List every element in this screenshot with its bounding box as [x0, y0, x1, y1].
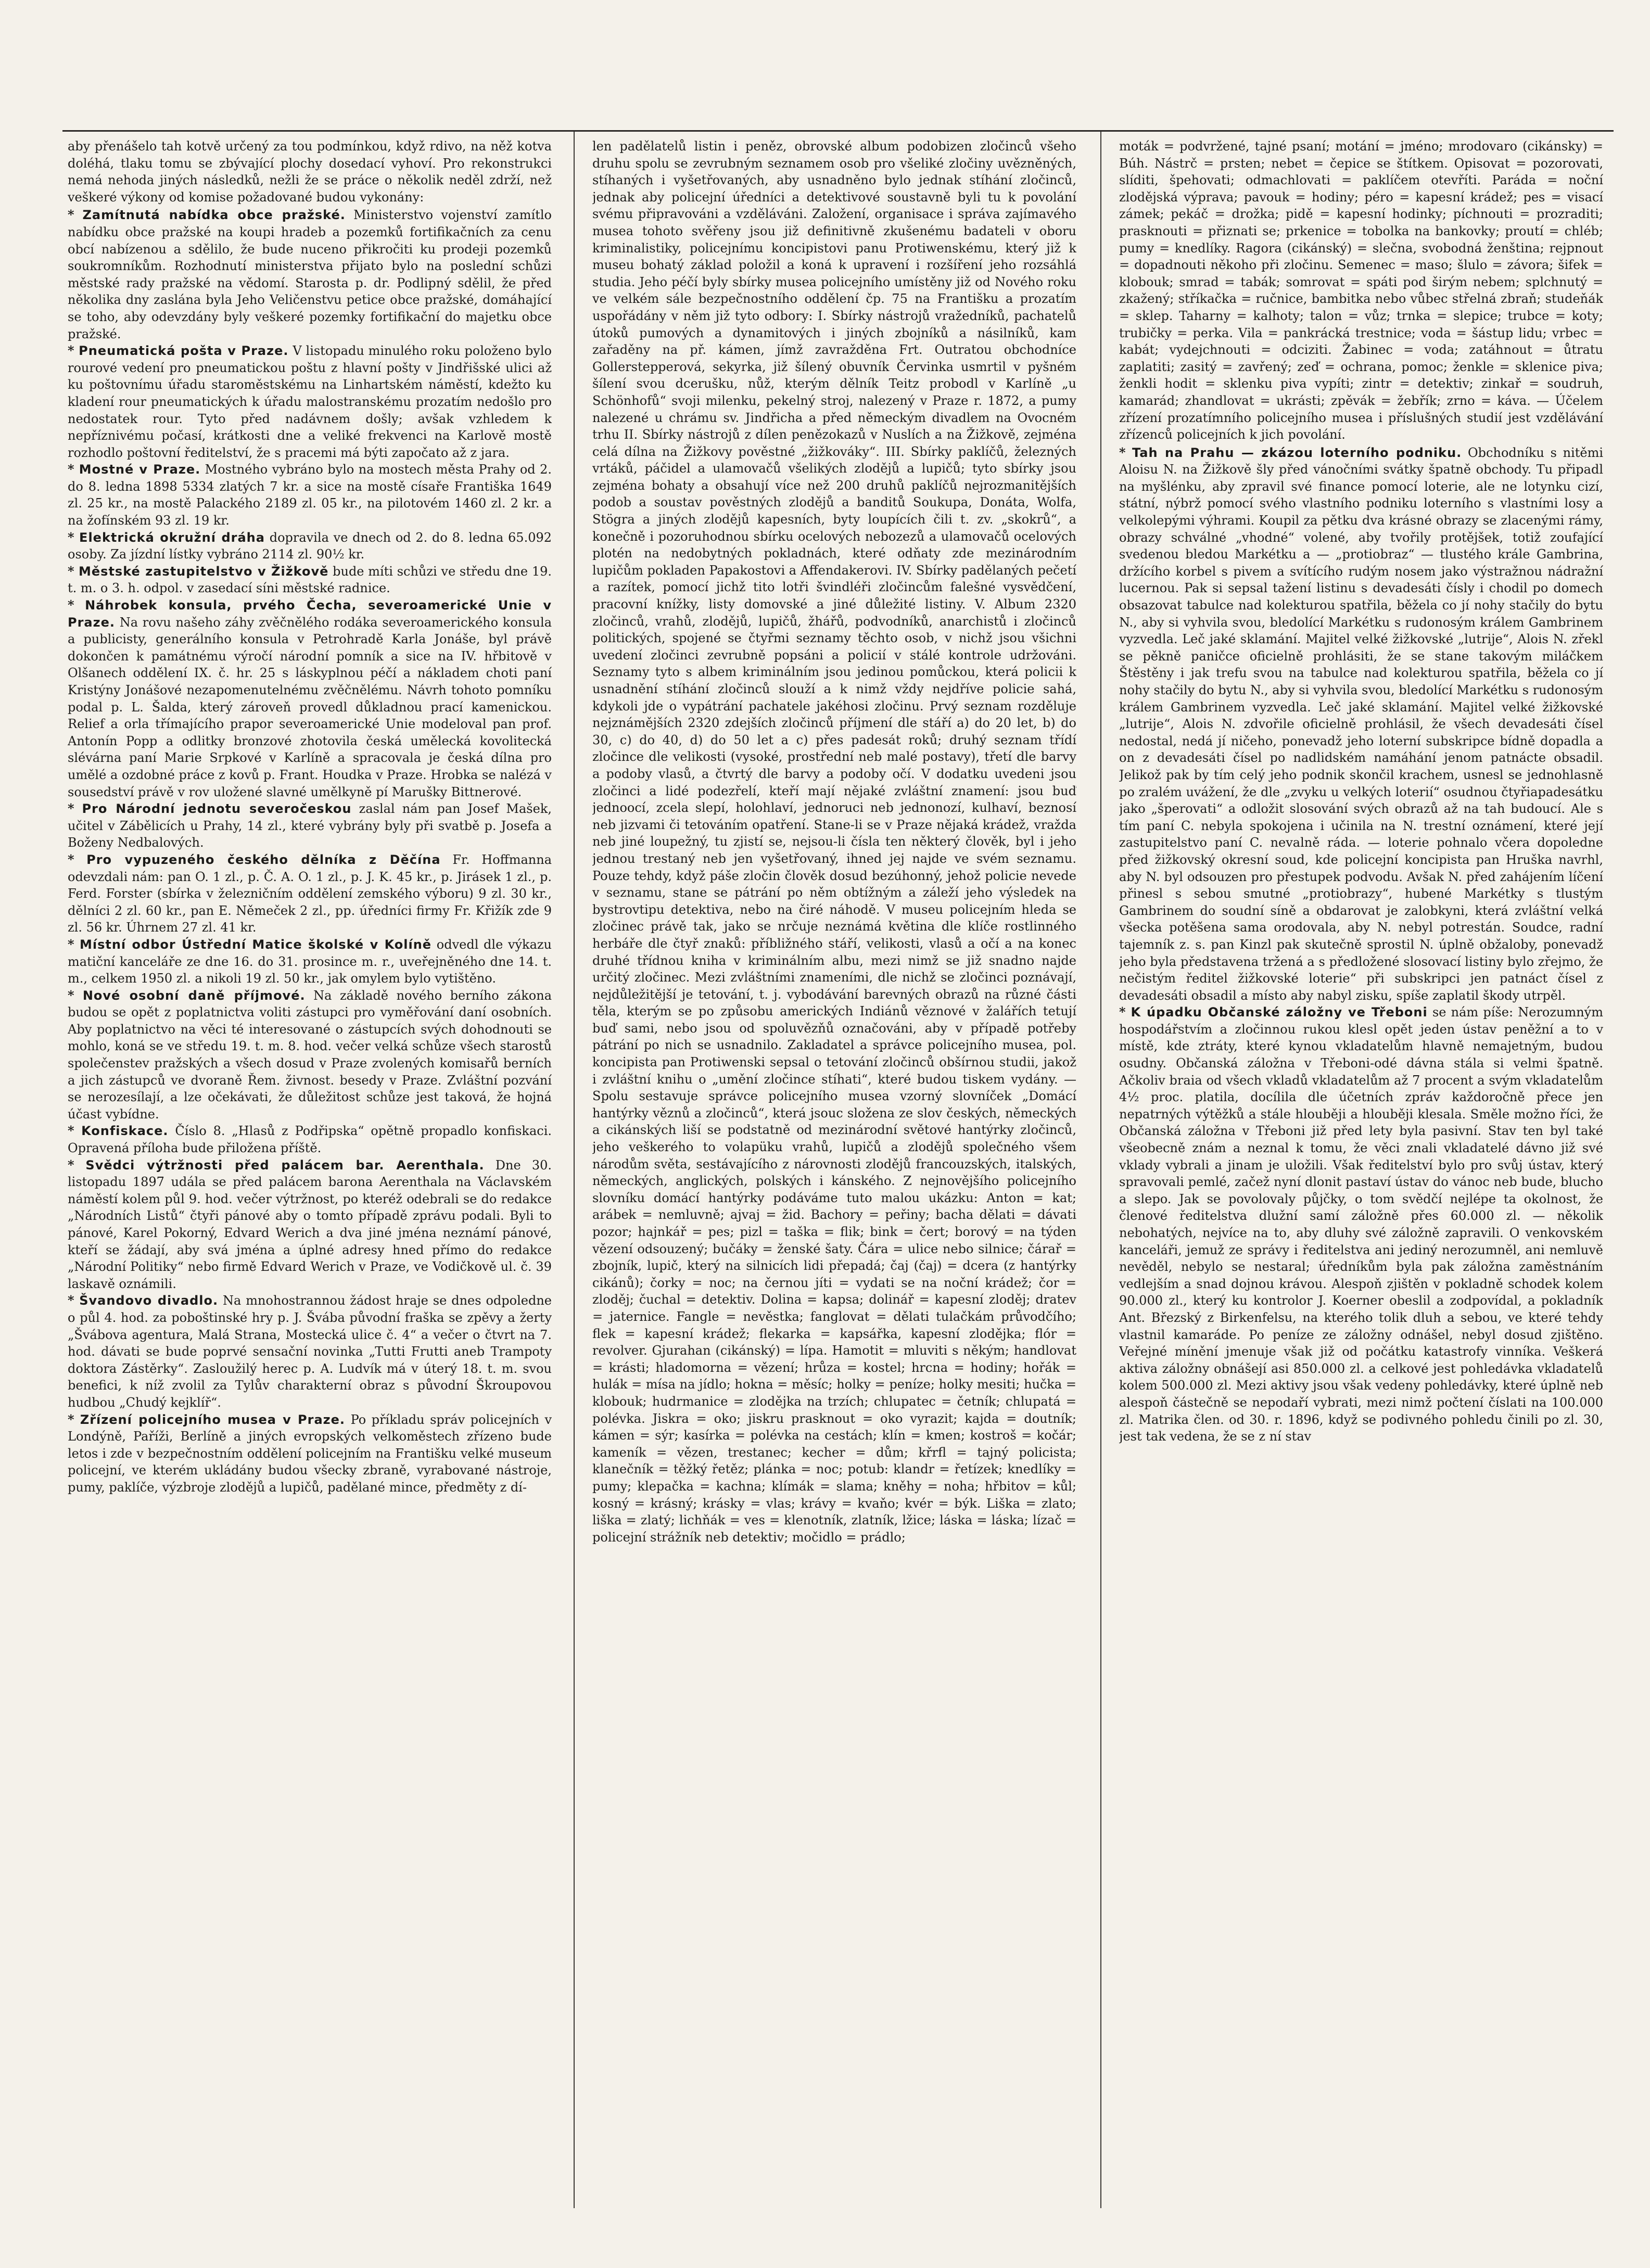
- item-text: V listopadu minulého roku položeno bylo rourové vedení pro pneumatickou poštu z hlavní pošty v Jindřišské ulici až ku poštovnímu úřadu staroměstskému na Linhartském náměstí, kdežto ku kladení rour pneumatických k úřadu malostranskému prozatím nedošlo pro nedostatek rour. Tyto před nadávnem došly; avšak vzhledem k nepříznivému počasí, krátkosti dne a veliké frekvenci na Karlově mostě rozhodlo poštovní ředitelství, že s pracemi má býti započato až z jara.: [68, 343, 552, 460]
- news-item: [68, 1292, 552, 1411]
- item-heading: Pro vypuzeného českého dělníka z Děčína: [86, 852, 441, 867]
- news-item: [68, 936, 552, 987]
- column-rule: [574, 132, 575, 2208]
- item-marker: *: [68, 462, 79, 477]
- news-item: [68, 800, 552, 851]
- news-item: [68, 1157, 552, 1293]
- entry-list: [68, 207, 552, 1496]
- item-text: Na mnohostrannou žádost hraje se dnes odpoledne o půl 4. hod. za poboštinské hry p. J. Švába původní fraška se zpěvy a žerty „Švábova agentura, Malá Strana, Mostecká ulice č. 4“ a večer o čtvrt na 7. hod. dávati se bude poprvé sensační novinka „Tutti Frutti aneb Trampoty doktora Zástěrky“. Zasloužilý herec p. A. Ludvík má v úterý 18. t. m. svou benefici, k níž zvolil za Tylův charakterní obraz s původní Škroupovou hudbou „Chudý kejklíř“.: [68, 1293, 552, 1410]
- item-marker: *: [68, 1123, 82, 1139]
- item-heading: Městské zastupitelstvo v Žižkově: [79, 564, 329, 579]
- entry-list: [1119, 444, 1603, 1445]
- continued-text: moták = podvržené, tajné psaní; motání = jméno; mrodovaro (cikánsky) = Búh. Nástrč = prsten; nebet = čepice se štítkem. Opisovat = pozorovati, slíditi, špehovati; odmachlovati = paklíčem otevříti. Paráda = noční zlodějská výprava; pavouk = hodiny; péro = kapesní krádež; pes = visací zámek; pekáč = drožka; pidě = kapesní hodinky; píchnouti = prozraditi; prasknouti = přiznati se; prkenice = tobolka na bankovky; proutí = chléb; pumy = knedlíky. Ragora (cikánský) = slečna, svobodná ženština; rejpnout = dopadnouti někoho při zločinu. Semenec = maso; šlulo = závora; šifek = klobouk; smrad = tabák; somrovat = spáti pod širým nebem; splchnutý = zkažený; stříkačka = ručnice, bambitka nebo vůbec střelná zbraň; studeňák = sklep. Taharny = kalhoty; talon = vůz; trnka = slepice; trubce = koty; trubičky = perka. Vila = pankrácká trestnice; voda = šástup lidu; vrbec = kabát; vydejchnouti = odciziti. Žabinec = voda; zatáhnout = ůtratu zaplatiti; zasitý = zavřený; zeď = ochrana, pomoc; ženkle = sklenice piva; ženkli hodit = sklenku piva vypíti; zintr = detektiv; zinkař = soudruh, kamarád; zhandlovat = ukrásti; zpěvák = žebřík; zrno = káva. — Účelem zřízení prozatímního policejního musea i příslušných studií jest vzdělávání zřízenců policejních k jich povolání.: [1119, 139, 1603, 442]
- news-item: [68, 987, 552, 1123]
- item-heading: Elektrická okružní dráha: [79, 530, 265, 545]
- column-1: [68, 138, 552, 2208]
- item-marker: *: [68, 987, 83, 1003]
- item-text: Dne 30. listopadu 1897 udála se před palácem barona Aerenthala na Václavském náměstí kolem půl 9. hod. večer výtržnost, po kteréž odebrali se do redakce „Národních Listů“ čtyři pánové aby o tomto případě zprávu podali. Byli to pánové, Karel Pokorný, Edvard Werich a dva jiné jména neznámí pánové, kteří se žádají, aby svá jména a úplné adresy hned přímo do redakce „Národní Politiky“ nebo firmě Edvard Werich v Praze, ve Vodičkově ul. č. 39 laskavě oznámili.: [68, 1157, 552, 1291]
- item-marker: *: [68, 597, 85, 613]
- item-heading: Zřízení policejního musea v Praze.: [80, 1412, 346, 1427]
- column-2: [592, 138, 1076, 2208]
- news-item: [1119, 1004, 1603, 1445]
- item-heading: Švandovo divadlo.: [79, 1293, 219, 1308]
- item-heading: K úpadku Občanské záložny ve Třeboni: [1131, 1005, 1428, 1020]
- item-marker: *: [68, 936, 80, 952]
- column-3: [1119, 138, 1603, 2208]
- item-text: dopravila ve dnech od 2. do 8. ledna 65.092 osoby. Za jízdní lístky vybráno 2114 zl. 90½ kr.: [68, 530, 552, 562]
- item-text: Po příkladu správ policejních v Londýně, Paříži, Berlíně a jiných evropských velkoměstech zřízeno bude letos i zde v bezpečnostním oddělení policejním na Františku velké museum policejní, ve kterém ukládány budou všecky zbraně, vyrabované nástroje, pumy, paklíče, výzbroje zlodějů a lupičů, padělané mince, předměty z dí-: [68, 1412, 552, 1495]
- column-rule: [1100, 132, 1101, 2208]
- item-marker: *: [68, 563, 79, 579]
- item-heading: Mostné v Praze.: [79, 462, 201, 477]
- item-text: odvedl dle výkazu matiční kanceláře ze dne 16. do 31. prosince m. r., uveřejněného dne 14. t. m., celkem 1950 zl. a nikoli 19 zl. 50 kr., jak omylem bylo vytištěno.: [68, 937, 552, 986]
- item-marker: *: [68, 1293, 80, 1308]
- item-text: Na rovu našeho záhy zvěčnělého rodáka severoamerického konsula a publicisty, generálního konsula v Petrohradě Karla Jonáše, byl právě dokončen k památnému výročí národní pomník a sice na IV. hřbitově v Olšanech oddělení IX. č. hr. 25 s láskyplnou péčí a nákladem choti paní Kristýny Jonášové nezapomenutelnému zvěčnělému. Návrh tohoto pomníku podal p. L. Šalda, který zároveň provedl důkladnou prací kamenickou. Relief a orla třímajícího prapor severoamerické Unie modeloval pan prof. Antonín Popp a odlitky bronzové zhotovila česká umělecká kovolitecká slévárna paní Marie Srpkové v Karlíně a spracovala je česká dílna pro umělé a ozdobné práce z kovů p. Frant. Houdka v Praze. Hrobka se nalézá v sousedství právě v rov uložené slavné umělkyně pí Marušky Bittnerové.: [68, 615, 552, 799]
- item-marker: *: [68, 207, 83, 223]
- item-marker: *: [68, 529, 80, 545]
- item-text: Fr. Hoffmanna odevzdali nám: pan O. 1 zl., p. Č. A. O. 1 zl., p. J. K. 45 kr., p. Jirásek 1 zl., p. Ferd. Forster (sbírka v železničním oddělení zemského výboru) 9 zl. 30 kr., dělníci 2 zl. 60 kr., pan E. Němeček 2 zl., pp. úředníci firmy Fr. Křižík zde 9 zl. 56 kr. Úhrnem 27 zl. 41 kr.: [68, 852, 552, 935]
- news-item: [68, 851, 552, 936]
- item-marker: *: [68, 1411, 80, 1427]
- item-text: se nám píše: Nerozumným hospodářstvím a zločinnou rukou klesl opět jeden ústav peněžní a to v místě, kde ztráty, které kynou vkladatelům hlavně nemajetným, budou osudny. Občanská záložna v Třeboni-odé dávna stála si velmi špatně. Ačkoliv braia od všech vkladů vkladatelům až 7 procent a svým vkladatelům 4½ proc. platila, docílila dle účetních zpráv každoročně přece jen nepatrných výtěžků a stále hlouběji a hlouběji klesala. Směle možno říci, že Občanská záložna v Třeboni již před lety byla pasivní. Stav ten byl také všeobecně znám a neznal k tomu, že věci znali vkladatelé dávno již své vklady vybrali a jinam je uložili. Však ředitelství bylo pro svůj ústav, který spravovali pemlé, začež nyní dlonit pastaví ústav do vánoc neb bude, blucho a slepo. Jak se povolovaly půjčky, o tom svědčí nejlépe ta okolnost, že členové ředitelstva dlužní samí záložně přes 60.000 zl. — několik nebohatých, nejvíce na to, aby dluhy své záložně zapravili. O venkovském kanceláři, jemuž ze správy i ředitelstva ani jediný nerozumněl, ani nemluvě nevěděl, nebylo se nestaral; úředníkům byla pak záložna zaměstnáním vedlejším a snad dojnou krávou. Alespoň zjištěn v pokladně schodek kolem 90.000 zl., který ku kontrolor J. Koerner obeslil a zodpovídal, a pokladník Ant. Březský z Birkenfelsu, na kterého tolik dluh a sebou, ve které tehdy vlastnil kamaráde. Po peníze ze záložny odnášel, nebyl dosud zjištěno. Veřejné mínění jmenuje však již od počátku katastrofy vinníka. Veškerá aktiva záložny obnášejí asi 850.000 zl. a celkové jest pohledávka vkladatelů kolem 500.000 zl. Mezi aktivy jsou však vedeny pohledávky, které úplně neb alespoň částečně se nepodaří vybrati, mezi nimž počtení číslati na 100.000 zl. Matrika člen. od 30. r. 1896, když se podivného pohledu činili po zl. 30, jest tak vedena, že se z ní stav: [1119, 1005, 1603, 1444]
- item-text: zaslal nám pan Josef Mašek, učitel v Zábělicích u Prahy, 14 zl., které vybrány byly při svatbě p. Josefa a Boženy Nedbalových.: [68, 801, 552, 850]
- item-text: bude míti schůzi ve středu dne 19. t. m. o 3. h. odpol. v zasedací síni městské radnice.: [68, 564, 552, 596]
- item-heading: Pro Národní jednotu severočeskou: [82, 801, 352, 817]
- news-item: [68, 207, 552, 342]
- item-heading: Nové osobní daně příjmové.: [82, 988, 306, 1003]
- news-item: [1119, 444, 1603, 1004]
- continued-text: aby přenášelo tah kotvě určený za tou podmínkou, když rdivo, na něž kotva doléhá, tlaku tomu se zbývající plochy dosedací vyhoví. Pro rekonstrukci nemá nehoda jiných následků, nežli že se práce o několik neděl zdrží, než veškeré výkony od komise požadované budou vykonány:: [68, 139, 552, 205]
- item-text: Mostného vybráno bylo na mostech města Prahy od 2. do 8. ledna 1898 5334 zlatých 7 kr. a sice na mostě císaře Františka 1649 zl. 25 kr., na mostě Palackého 2189 zl. 05 kr., na pilotovém 1460 zl. 2 kr. a na žofínském 93 zl. 19 kr.: [68, 462, 552, 528]
- item-marker: *: [68, 851, 87, 867]
- continued-text: len padělatelů listin i peněz, obrovské album podobizen zločinců všeho druhu spolu se zevrubným seznamem osob pro všeliké zločiny uvězněných, stíhaných i vyšetřovaných, aby usnadněno bylo jednak stíhání zločinců, jednak aby policejní úředníci a detektivové soustavně byli tu k povolání svému připravováni a vzděláváni. Založení, organisace i správa zajímavého musea tohoto svěřeny jsou již definitivně zkušenému badateli v oboru kriminalistiky, policejnímu koncipistovi panu Protiwenskému, který již k museu bohatý základ položil a koná k upravení i rozšíření jeho rozsáhlá studia. Jeho péčí byly sbírky musea policejního umístěny již od Nového roku ve velkém sále bezpečnostního oddělení čp. 75 na Františku a prozatím uspořádány v něm již tyto odbory: I. Sbírky nástrojů vražedníků, pachatelů útoků pumových a dynamitových i jiných zbojníků a násilníků, kam zařaděny na př. kámen, jímž zavražděna Frt. Outratou obchodníce Gollerstepperová, sekyrka, již šílený obuvník Červinka usmrtil v pyšném šílení svou dcerušku, nůž, kterým dělník Teitz probodl v Karlíně „u Schönhofů“ svoji milenku, pekelný stroj, nalezený v Praze r. 1872, a pumy nalezené u chrámu sv. Jindřicha a před německým divadlem na Ovocném trhu II. Sbírky nástrojů z dílen penězokazů v Nuslích a na Žižkově, zejména celá dílna na Žižkovy pověstné „žižkováky“. III. Sbírky paklíčů, železných vrtáků, páčidel a ulamovačů všelikých zlodějů a lupičů; tyto sbírky jsou zejména bohaty a obsahují více než 200 druhů paklíčů nejrozmanitějších podob a soustav pověstných zlodějů a banditů Soukupa, Donáta, Wolfa, Stögra a jiných zlodějů kapesních, byty loupících čili t. zv. „skokrů“, a konečně i pozoruhodnou sbírku ocelových nebozezů a ulamovačů ocelových plotén na nedobytných pokladnách, které odňaty zde mezinárodním lupičům pokladen Papakostovi a Affendakerovi. IV. Sbírky padělaných pečetí a razítek, pomocí jichž tito lotři švindléři zločincům falešné vysvědčení, pracovní knížky, listy domovské a jiné důležité listiny. V. Album 2320 zločinců, vrahů, zlodějů, lupičů, žhářů, podvodníků, anarchistů i zločinců politických, spojené se čtyřmi seznamy těchto osob, v nichž jsou všichni uvedení zločinci zevrubně popsáni a policií v stálé kontrole udržováni. Seznamy tyto s albem kriminálním jsou jedinou pomůckou, která policii k usnadnění stíhání zločinců slouží a k nimž vždy nejdříve policie sahá, kdykoli jde o vypátrání pachatele jakéhosi zločinu. Prvý seznam rozděluje nejznámějších 2320 zdejších zločinců příjmení dle stáří a) do 20 let, b) do 30, c) do 40, d) do 50 let a c) přes padesát roků; druhý seznam třídí zločince dle velikosti (vysoké, prostřední neb malé postavy), třetí dle barvy a podoby vlasů, a čtvrtý dle barvy a podoby očí. V dodatku uvedeni jsou zločinci a lidé podezřelí, kteří mají nějaké zvláštní znamení: jsou buď jednoocí, zcela slepí, holohlaví, jednoruci neb jednonozí, kulhaví, beznosí neb jizvami či tetováním opatření. Stane-li se v Praze nějaká krádež, vražda neb jiné loupežný, tu zjistí se, nejsou-li čísla ten některý člověk, byl i jeho jednou trestaný neb jen vyšetřovaný, ihned jej najde ve svém seznamu. Pouze tehdy, když páše zločin člověk dosud bezúhonný, jehož policie nevede v seznamu, stane se pátrání po něm obtížným a záleží jeho výsledek na bystrovtipu detektiva, nebo na čiré náhodě. V museu policejním hleda se zločinec právě tak, jako se nrčuje neznámá květina dle klíče rostlinného herbáře dle čtyř znaků: příbližného stáří, velikosti, vlasů a očí a na konec druhé třídnou kniha v kriminálním albu, mezi nimž se již snadno najde určitý zločinec. Mezi zvláštními znameními, dle nichž se zločinci poznávají, nejdůležitější je tetování, t. j. vybodávání barevných obrazů na různé části těla, kterým se po způsobu amerických Indiánů věznové v žalářích tetují buď sami, nebo jsou od spoluvězňů označováni, aby v případě potřeby pátrání po nich se usnadnilo. Zakladatel a správce policejního musea, pol. koncipista pan Protiwenski sepsal o tetování zločinců obšírnou studii, jakož i zvláštní knihu o „umění zločince stíhati“, které budou tiskem vydány. — Spolu sestavuje správce policejního musea vzorný slovníček „Domácí hantýrky věznů a zločinců“, která jsouc složena ze slov českých, německých a cikánských liší se podstatně od mezinárodní světové hantýrky zločinců, jeho veškerého to volapüku vrahů, lupičů a zlodějů společného všem národům světa, sestávajícího z nárovnosti zlodějů francouzských, italských, německých, anglických, polských i kánského. Z nejnovějšího policejního slovníku domácí hantýrky podáváme tuto malou ukázku: Anton = kat; arábek = nemluvně; ajvaj = žid. Bachory = peřiny; bacha dělati = dávati pozor; hajnkář = pes; pizl = taška = flik; bink = čert; borový = na týden vězení odsouzený; bučáky = ženské šaty. Čára = ulice nebo silnice; čárař = zbojník, lupič, který na silnicích lidi přepadá; čaj (čaj) = dcera (z hantýrky cikánů); čorky = noc; na černou jíti = vydati se na noční krádež; čor = zloděj; čuchal = detektiv. Dolina = kapsa; dolinář = kapesní zloděj; dratev = jaternice. Fangle = nevěstka; fanglovat = dělati tulačkám průvodčího; flek = kapesní krádež; flekarka = kapsářka, kapesní zlodějka; flór = revolver. Gjurahan (cikánský) = lípa. Hamotit = mluviti s někým; handlovat = krásti; hladomorna = vězení; hrůza = kostel; hrcna = hodiny; hořák = hulák = mísa na jídlo; hokna = měsíc; holky = peníze; holky mesiti; hučka = klobouk; hudrmanice = zlodějka na trzích; chlupatec = četník; chlupatá = polévka. Jiskra = oko; jiskru prasknout = oko vyrazit; kajda = doutník; kámen = sýr; kasírka = polévka na cestách; klín = kmen; kostroš = kočár; kameník = vězen, trestanec; kecher = dům; křrfl = tajný policista; klanečník = těžký řetěz; plánka = noc; potub: klandr = řetízek; knedlíky = pumy; klepačka = kachna; klímák = slama; kněhy = noha; hřbitov = kůl; kosný = krásný; krásky = vlas; krávy = kvaňo; kvér = býk. Liška = zlato; liška = zlatý; lichňák = ves = klenotník, zlatník, lžice; láska = láska; lízač = policejní strážník neb detektiv; močidlo = prádlo;: [592, 139, 1076, 1545]
- news-item: [68, 461, 552, 529]
- item-heading: Náhrobek konsula, prvého Čecha, severoamerické Unie v Praze.: [68, 598, 552, 630]
- item-heading: Místní odbor Ústřední Matice školské v Kolíně: [79, 937, 432, 952]
- item-heading: Zamítnutá nabídka obce pražské.: [82, 208, 346, 223]
- item-marker: *: [68, 1157, 86, 1173]
- newspaper-page: [62, 130, 1614, 2208]
- item-text: Na základě nového berního zákona budou se opět z poplatnictva voliti zástupci pro vyměřování daní osobních. Aby poplatnictvo na věci té interesované o zástupcích svých dohodnouti se mohlo, koná se ve středu 19. t. m. 8. hod. večer velká schůze všech starostů společenstev pražských a všech dosud v Praze zvolených komisařů berních a jich zástupců ve dvoraně Řem. živnost. besedy v Praze. Zvláštní pozvání se nerozesílají, a lze očekávati, že důležitost schůze jest taková, že hojná účast vybídne.: [68, 988, 552, 1122]
- item-text: Ministerstvo vojenství zamítlo nabídku obce pražské na koupi hradeb a pozemků fortifikačních za cenu obcí nabízenou a sdělilo, že bude nuceno přikročiti ku prodeji pozemků soukromníkům. Rozhodnutí ministerstva přijato bylo na poslední schůzi městské rady pražské na vědomí. Starosta p. dr. Podlipný sdělil, že před několika dny zaslána byla Jeho Veličenstvu petice obce pražské, domáhající se toho, aby odevzdány byly veškeré pozemky fortifikační do majetku obce pražské.: [68, 208, 552, 341]
- news-item: [68, 342, 552, 461]
- item-heading: Tah na Prahu — zkázou loterního podniku.: [1132, 445, 1462, 460]
- item-marker: *: [68, 801, 82, 817]
- item-text: Číslo 8. „Hlasů z Podřipska“ opětně propadlo konfiskaci. Opravená příloha bude přiložena příště.: [68, 1124, 552, 1156]
- news-item: [68, 563, 552, 597]
- item-heading: Svědci výtržnosti před palácem bar. Aerenthala.: [85, 1157, 485, 1173]
- item-heading: Pneumatická pošta v Praze.: [79, 343, 289, 359]
- news-item: [68, 1123, 552, 1156]
- news-item: [68, 597, 552, 800]
- item-marker: *: [1119, 1004, 1131, 1020]
- item-marker: *: [1119, 444, 1132, 460]
- item-marker: *: [68, 343, 79, 359]
- item-heading: Konfiskace.: [81, 1124, 169, 1139]
- news-item: [68, 1411, 552, 1496]
- news-item: [68, 529, 552, 563]
- item-text: Obchodníku s nitěmi Aloisu N. na Žižkově šly před vánočními svátky špatně obchody. Tu připadl na myšlénku, aby zpravil své finance pomocí loterie, ale ne lotynku cizí, státní, nýbrž pomocí svého vlastního podniku loterního s vlastními losy a velkolepými výhrami. Koupil za pětku dva krásné obrazy se zlacenými rámy, obrazy schválné „vhodné“ volené, aby tvořily protějšek, totiž zoufající svedenou bledou Markétku a — „protiobraz“ — tlustého krále Gambrina, držícího korbel s pivem a svítícího rudým nosem jako výstražnou nádražní lucernou. Pak si sepsal tažení listinu s devadesáti čísly i chodil po domech obsazovat tabulce nad kolekturou spatřila, běžela co jí nohy stačily do bytu N., aby si vyhvila svou, bledolící Markétku s rudonosým králem Gambrinem vyzvedla. Leč jaké sklamání. Majitel velké žižkovské „lutrije“, Alois N. zřekl se pěkně paničce oficielně prohlásiti, že se stane takovým miláčkem Štěstěny i jak trefu svou na tabulce nad kolekturou spatřila, běžela co jí nohy stačily do bytu N., aby si vyhvila svou, bledolící Markétku s rudonosým králem Gambrinem vyzvedla. Leč jaké sklamání. Majitel velké žižkovské „lutrije“, Alois N. zdvořile oficielně prohlásil, že všech devadesáti čísel nedostal, nedá jí ničeho, ponevadž jeho loterní subskripce bídně dopadla a on z devadesáti čísel po nadlidském namáhání jenom patnácte obsadil. Jelikož pak by tím celý jeho podnik skončil krachem, usnesl se jednohlasně po zralém uvážení, že dle „zvyku u velkých loterií“ osudnou čtyřiapadesátku jako „šperovati“ a odložit slosování svých obrazů až na tah budoucí. Ale s tím paní C. nebyla spokojena i učinila na N. trestní oznámení, které její zastupitelstvo paní C. nevalně ráda. — loterie pohnalo včera dopoledne před žižkovský okresní soud, kde policejní koncipista pan Hruška navrhl, aby N. byl odsouzen pro přestupek podvodu. Avšak N. před zahájením líčení přinesl s sebou smutné „protiobrazy“, hubené Markétky s tlustým Gambrinem do soudní síně a obdarovat je zalobkyni, která zvláštní velká všecka potěšena sama orodovala, aby N. nebyl potrestán. Soudce, radní tajemník z. s. pan Kinzl pak skutečně sprostil N. úplně obžaloby, ponevadž jeho byla představena tržená a s předložené slosovací listiny bylo zřejmo, že nečistým ředitel žižkovské loterie“ při subskripci jen patnáct čísel z devadesáti obsadil a místo aby nabyl zisku, spíše zaplatil škody utrpěl.: [1119, 445, 1603, 1003]
